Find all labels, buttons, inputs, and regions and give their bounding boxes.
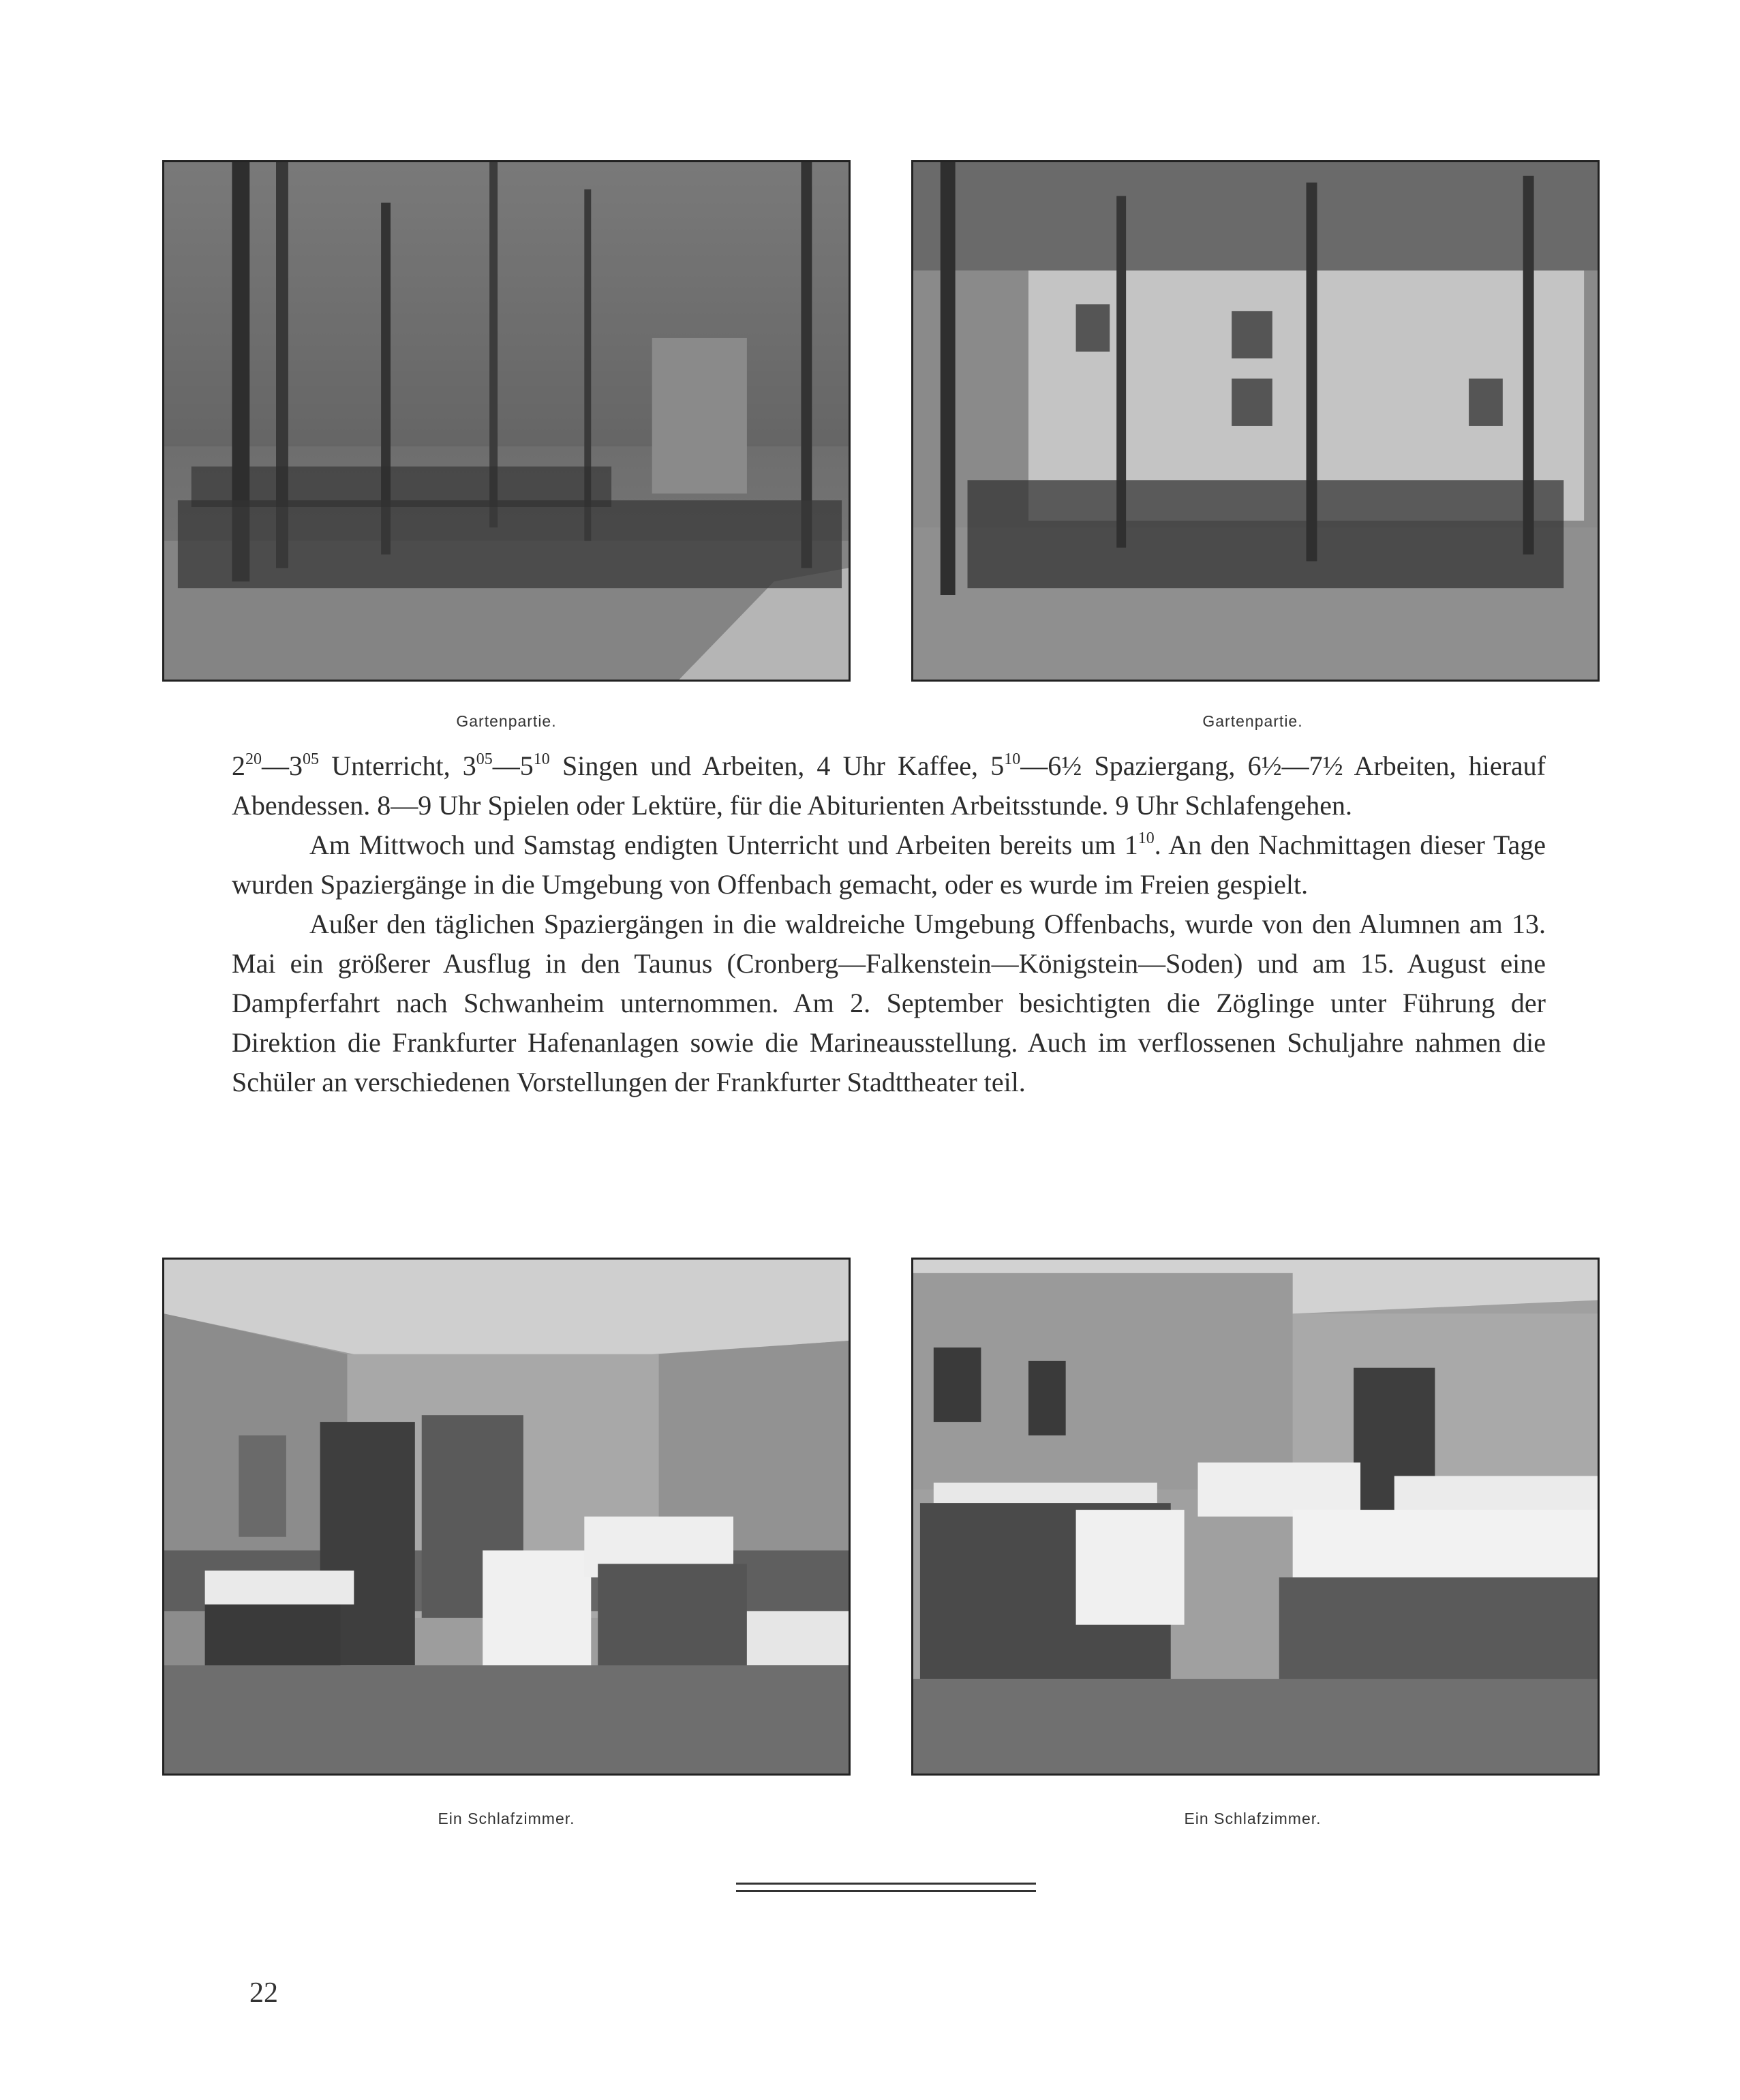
caption-bottom-left: Ein Schlafzimmer.: [438, 1810, 575, 1827]
body-text: [232, 746, 1546, 1102]
double-rule-bottom: [736, 1890, 1036, 1892]
photo-garden-tables: [911, 160, 1600, 682]
photo-garden-tables-image: [913, 162, 1598, 680]
paragraph-wednesday-saturday: Am Mittwoch und Samstag endigten Unterricht und Arbeiten bereits um $1^{10}$. An den Nachmittagen dieser Tage wurden Spaziergänge in die Umgebung von Offenbach gemacht, oder es wurde im Freien gespielt.: [232, 830, 1546, 900]
page-number: 22: [249, 1977, 278, 2009]
double-rule-top: [736, 1883, 1036, 1885]
caption-top-left: Gartenpartie.: [456, 712, 557, 730]
photo-bedroom-left: [162, 1258, 851, 1776]
photo-bedroom-left-image: [164, 1260, 849, 1774]
photo-bedroom-right: [911, 1258, 1600, 1776]
paragraph-excursions: Außer den täglichen Spaziergängen in die waldreiche Umgebung Offenbachs, wurde von den Alumnen am 13. Mai ein größerer Ausflug in den Taunus (Cronberg—Falkenstein—Königstein—Soden) und am 15. August eine Dampferfahrt nach Schwanheim unternommen. Am 2. September besichtigten die Zöglinge unter Führung der Direktion die Frankfurter Hafenanlagen sowie die Marineausstellung. Auch im verflossenen Schuljahre nahmen die Schüler an verschiedenen Vorstellungen der Frankfurter Stadttheater teil.: [232, 909, 1546, 1097]
photo-bedroom-right-image: [913, 1260, 1598, 1774]
photo-garden-group: [162, 160, 851, 682]
photo-garden-group-image: [164, 162, 849, 680]
paragraph-schedule: $2^{20}—3^{05}$ Unterricht, $3^{05}—5^{10}$ Singen und Arbeiten, 4 Uhr Kaffee, $5^{10}—6\frac{1}{2}$ Spaziergang, 6½—7½ Arbeiten, hierauf Abendessen. 8—9 Uhr Spielen oder Lektüre, für die Abiturienten Arbeitsstunde. 9 Uhr Schlafengehen.: [232, 750, 1546, 821]
caption-top-right: Gartenpartie.: [1202, 712, 1303, 730]
caption-bottom-right: Ein Schlafzimmer.: [1184, 1810, 1322, 1827]
